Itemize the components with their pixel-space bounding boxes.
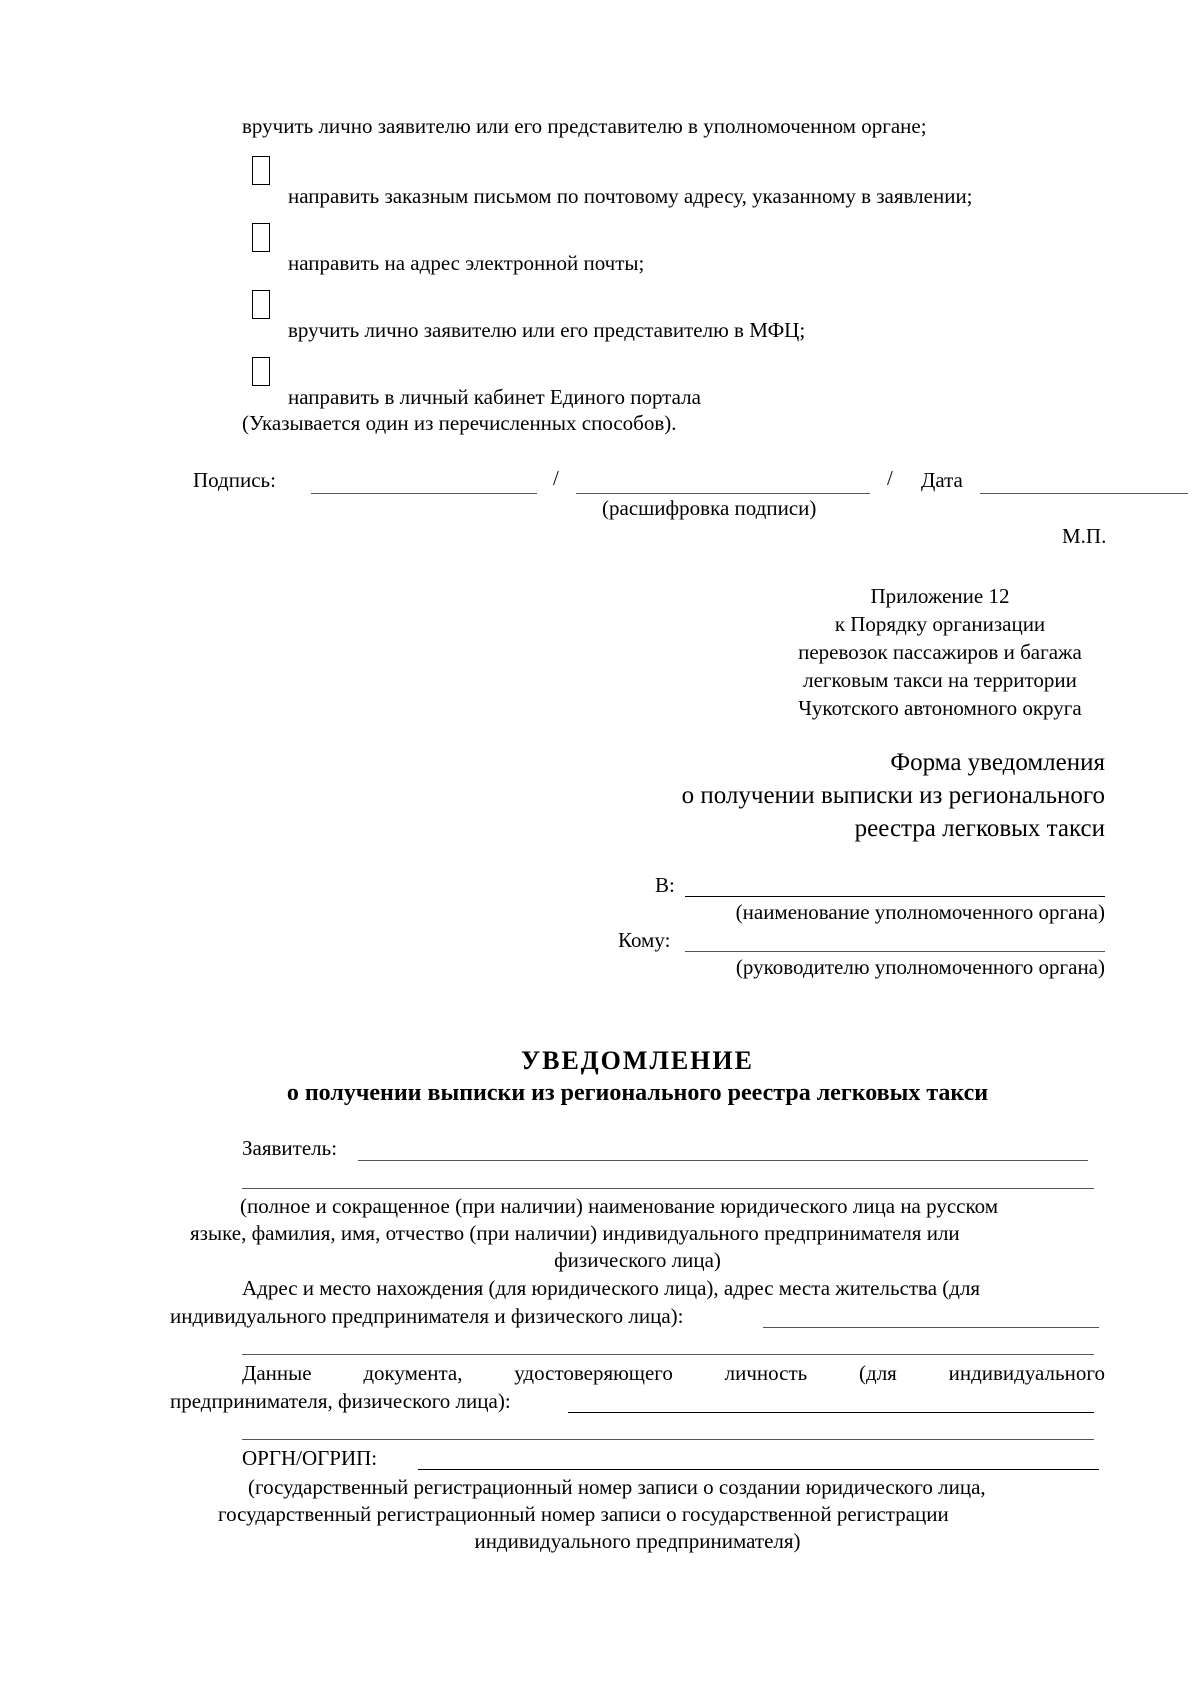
address-line-2: индивидуального предпринимателя и физического лица):: [170, 1304, 684, 1328]
appendix-line-5: Чукотского автономного округа: [798, 696, 1082, 720]
addressee-whom-label: Кому:: [618, 928, 671, 952]
identity-word-5: (для: [859, 1361, 897, 1385]
signature-field[interactable]: [311, 493, 537, 494]
address-field-2[interactable]: [242, 1354, 1094, 1355]
date-label: Дата: [921, 468, 963, 492]
addressee-whom-caption: (руководителю уполномоченного органа): [735, 955, 1105, 979]
appendix-line-4: легковым такси на территории: [803, 668, 1077, 692]
delivery-option-label-1: направить заказным письмом по почтовому адресу, указанному в заявлении;: [288, 184, 973, 208]
ogrn-caption-line-1: (государственный регистрационный номер записи о создании юридического лица,: [248, 1475, 986, 1499]
identity-word-3: удостоверяющего: [514, 1361, 673, 1385]
delivery-note: (Указывается один из перечисленных способов).: [242, 411, 677, 435]
ogrn-field[interactable]: [418, 1469, 1099, 1470]
appendix-line-3: перевозок пассажиров и багажа: [798, 640, 1082, 664]
delivery-intro: вручить лично заявителю или его представителю в уполномоченном органе;: [242, 114, 927, 138]
delivery-option-checkbox-2[interactable]: [252, 223, 270, 252]
applicant-caption-line-3: физического лица): [554, 1248, 721, 1272]
applicant-label: Заявитель:: [242, 1136, 338, 1160]
applicant-caption-line-1: (полное и сокращенное (при наличии) наименование юридического лица на русском: [240, 1194, 999, 1218]
form-title-line-1: Форма уведомления: [890, 749, 1105, 776]
ogrn-caption-line-2: государственный регистрационный номер записи о государственной регистрации: [218, 1502, 949, 1526]
delivery-option-label-2: направить на адрес электронной почты;: [288, 251, 645, 275]
form-title-line-2: о получении выписки из регионального: [681, 782, 1105, 809]
appendix-line-2: к Порядку организации: [834, 612, 1046, 636]
signature-decode-field[interactable]: [576, 493, 870, 494]
signature-separator-2: /: [887, 466, 893, 490]
stamp-mark: М.П.: [1062, 524, 1107, 548]
addressee-to-field[interactable]: [685, 896, 1105, 897]
signature-separator-1: /: [553, 466, 559, 490]
delivery-option-label-4: направить в личный кабинет Единого портала: [288, 385, 701, 409]
identity-word-2: документа,: [363, 1361, 463, 1385]
date-field[interactable]: [980, 493, 1188, 494]
identity-word-1: Данные: [242, 1361, 312, 1385]
identity-line-2: предпринимателя, физического лица):: [170, 1389, 511, 1413]
appendix-line-1: Приложение 12: [870, 584, 1010, 608]
ogrn-label: ОРГН/ОГРИП:: [242, 1446, 378, 1470]
identity-field-1[interactable]: [568, 1412, 1094, 1413]
identity-word-4: личность: [724, 1361, 808, 1385]
delivery-option-checkbox-4[interactable]: [252, 357, 270, 386]
address-line-1: Адрес и место нахождения (для юридического лица), адрес места жительства (для: [242, 1276, 981, 1300]
addressee-to-caption: (наименование уполномоченного органа): [735, 900, 1105, 924]
delivery-option-checkbox-1[interactable]: [252, 156, 270, 185]
identity-field-2[interactable]: [242, 1439, 1094, 1440]
delivery-option-checkbox-3[interactable]: [252, 290, 270, 319]
addressee-whom-field[interactable]: [685, 951, 1105, 952]
applicant-field-2[interactable]: [242, 1188, 1094, 1189]
signature-label: Подпись:: [193, 468, 276, 492]
ogrn-caption-line-3: индивидуального предпринимателя): [474, 1529, 801, 1553]
signature-decode-caption: (расшифровка подписи): [602, 496, 817, 520]
addressee-to-label: В:: [655, 873, 675, 897]
form-title-line-3: реестра легковых такси: [854, 815, 1105, 842]
notice-subheading: о получении выписки из регионального реестра легковых такси: [286, 1080, 989, 1106]
delivery-option-label-3: вручить лично заявителю или его представителю в МФЦ;: [288, 318, 806, 342]
address-field-1[interactable]: [763, 1327, 1099, 1328]
notice-heading: УВЕДОМЛЕНИЕ: [521, 1046, 754, 1075]
applicant-caption-line-2: языке, фамилия, имя, отчество (при наличии) индивидуального предпринимателя или: [190, 1221, 960, 1245]
identity-line-1: [242, 1361, 1105, 1385]
identity-word-6: индивидуального: [948, 1361, 1105, 1385]
applicant-field-1[interactable]: [358, 1160, 1088, 1161]
